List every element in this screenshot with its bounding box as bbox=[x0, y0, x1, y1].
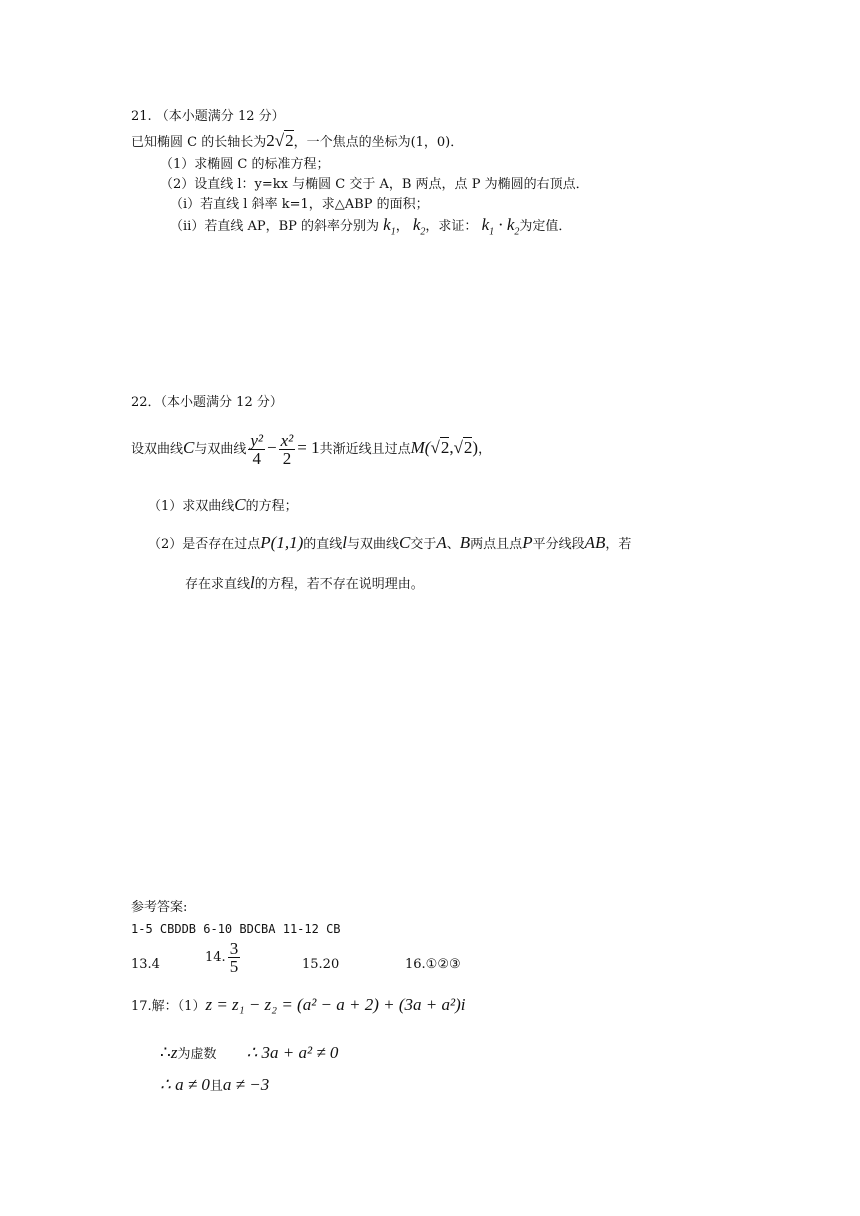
answer-14: 14. $\frac{3}{5}$ bbox=[205, 939, 239, 976]
answer-15: 15.20 bbox=[302, 957, 340, 972]
k1-symbol: $k_1$ bbox=[383, 215, 396, 238]
answer-17-line-2: ∴z为虚数 ∴ 3a + a² ≠ 0 bbox=[160, 1043, 339, 1062]
q22-part1: （1）求双曲线C的方程； bbox=[148, 495, 298, 514]
q21-part2-ii: （ⅱ）若直线 AP，BP 的斜率分别为 $k_1$， $k_2$，求证： $k_1 \cdot k_2$为定值． bbox=[170, 215, 572, 238]
answer-16: 16.①②③ bbox=[405, 957, 461, 972]
answer-17-line-3: ∴ a ≠ 0且a ≠ −3 bbox=[160, 1075, 270, 1094]
q22-stem: 设双曲线C与双曲线 $\frac{\text{y²}}{4}$ − $\frac{\text{x²}}{2}$ = 1共渐近线且过点M(√2,√2)， bbox=[131, 431, 492, 468]
k1k2-product: $k_1 \cdot k_2$ bbox=[481, 215, 520, 238]
k2-symbol: $k_2$ bbox=[412, 215, 426, 238]
fraction-x2-over-2: $\frac{\text{x²}}{2}$ bbox=[280, 431, 294, 468]
answers-row-1: 1-5 CBDDB 6-10 BDCBA 11-12 CB bbox=[131, 922, 341, 936]
q21-stem-math: 2√2 bbox=[266, 131, 294, 150]
q21-stem bbox=[131, 132, 463, 152]
answers-title: 参考答案: bbox=[131, 900, 188, 915]
q21-part2: （2）设直线 l：y=kx 与椭圆 C 交于 A，B 两点，点 P 为椭圆的右顶点． bbox=[160, 177, 589, 192]
answer-13: 13.4 bbox=[131, 957, 160, 972]
q21-part2-i: （ⅰ）若直线 l 斜率 k=1，求△ABP 的面积； bbox=[170, 197, 429, 212]
q22-part2-continued: 存在求直线l的方程，若不存在说明理由。 bbox=[185, 573, 424, 592]
answer-17-line-1: 17.解：（1）z = z₁ − z₂ = (a² − a + 2) + (3a + a²)i bbox=[131, 995, 466, 1014]
fraction-y2-over-4: $\frac{\text{y²}}{4}$ bbox=[250, 431, 264, 468]
fraction-3-over-5: $\frac{3}{5}$ bbox=[229, 939, 239, 976]
q22-part2: （2）是否存在过点P(1,1)的直线l与双曲线C交于A、B两点且点P平分线段AB，若 bbox=[148, 533, 632, 552]
q21-stem-text-2: ，一个焦点的坐标为(1，0)． bbox=[293, 135, 464, 150]
q21-stem-text: 已知椭圆 C 的长轴长为 bbox=[131, 135, 267, 150]
q22-heading: 22．（本小题满分 12 分） bbox=[131, 395, 283, 410]
q21-part1: （1）求椭圆 C 的标准方程； bbox=[160, 157, 330, 172]
q21-heading: 21. （本小题满分 12 分） bbox=[131, 109, 285, 124]
